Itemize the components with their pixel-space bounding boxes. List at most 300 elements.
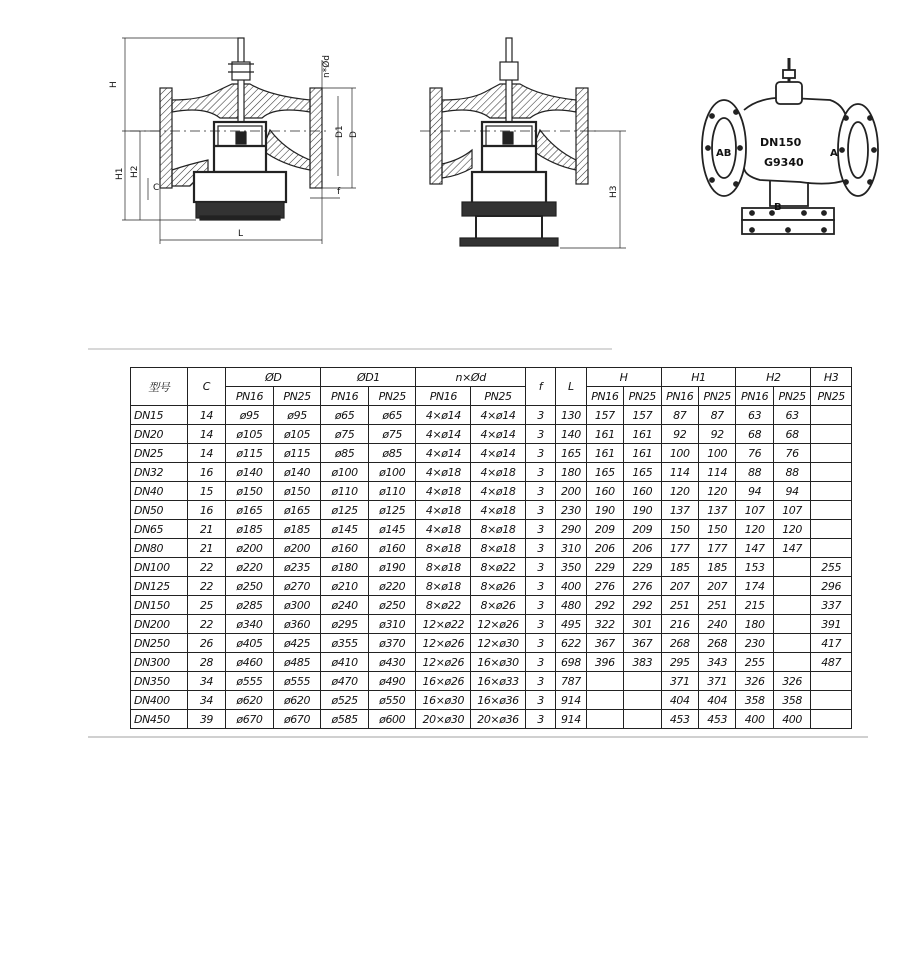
dimension-table bbox=[130, 367, 852, 729]
table-cell: 87 bbox=[661, 406, 698, 425]
table-cell: 3 bbox=[525, 425, 555, 444]
table-cell: 216 bbox=[661, 615, 698, 634]
table-cell: 63 bbox=[736, 406, 773, 425]
table-cell: ø145 bbox=[321, 520, 369, 539]
table-cell: 34 bbox=[187, 672, 225, 691]
label-port-b: B bbox=[774, 202, 782, 213]
table-cell: 251 bbox=[698, 596, 735, 615]
table-cell: ø150 bbox=[273, 482, 321, 501]
table-cell: 20×ø36 bbox=[471, 710, 526, 729]
model-cell: DN350 bbox=[131, 672, 188, 691]
divider-bottom bbox=[88, 736, 868, 738]
table-cell: 87 bbox=[698, 406, 735, 425]
table-cell: 3 bbox=[525, 710, 555, 729]
table-cell: ø65 bbox=[321, 406, 369, 425]
table-cell: 190 bbox=[586, 501, 623, 520]
model-cell: DN65 bbox=[131, 520, 188, 539]
table-cell: ø310 bbox=[368, 615, 416, 634]
table-cell: ø140 bbox=[273, 463, 321, 482]
pressure-header-row bbox=[131, 387, 852, 406]
table-cell: ø285 bbox=[226, 596, 274, 615]
table-cell: 3 bbox=[525, 539, 555, 558]
table-cell: ø200 bbox=[273, 539, 321, 558]
table-cell bbox=[811, 501, 852, 520]
table-cell: 301 bbox=[624, 615, 661, 634]
subheader-cell: PN16 bbox=[416, 387, 471, 406]
table-cell: 4×ø18 bbox=[471, 463, 526, 482]
table-cell: 3 bbox=[525, 691, 555, 710]
table-cell: 207 bbox=[661, 577, 698, 596]
table-cell: 391 bbox=[811, 615, 852, 634]
table-cell: 4×ø18 bbox=[416, 482, 471, 501]
table-cell: 3 bbox=[525, 672, 555, 691]
table-cell: 16×ø30 bbox=[416, 691, 471, 710]
table-cell: ø620 bbox=[273, 691, 321, 710]
table-cell: 3 bbox=[525, 596, 555, 615]
table-cell: ø295 bbox=[321, 615, 369, 634]
label-g9340: G9340 bbox=[764, 156, 804, 169]
table-cell: 14 bbox=[187, 406, 225, 425]
table-cell: 76 bbox=[736, 444, 773, 463]
subheader-cell: PN25 bbox=[773, 387, 810, 406]
table-row bbox=[131, 691, 852, 710]
table-cell: 404 bbox=[698, 691, 735, 710]
table-cell: ø145 bbox=[368, 520, 416, 539]
table-cell: 8×ø18 bbox=[471, 539, 526, 558]
table-cell: 20×ø30 bbox=[416, 710, 471, 729]
table-cell: 107 bbox=[736, 501, 773, 520]
table-cell: 107 bbox=[773, 501, 810, 520]
table-cell: 326 bbox=[773, 672, 810, 691]
table-cell: 337 bbox=[811, 596, 852, 615]
table-cell: ø75 bbox=[368, 425, 416, 444]
table-cell: 400 bbox=[773, 710, 810, 729]
table-cell: 400 bbox=[556, 577, 586, 596]
table-cell: 137 bbox=[698, 501, 735, 520]
table-cell: ø250 bbox=[226, 577, 274, 596]
table-cell: ø235 bbox=[273, 558, 321, 577]
table-cell bbox=[773, 653, 810, 672]
table-cell: 326 bbox=[736, 672, 773, 691]
table-cell: 255 bbox=[811, 558, 852, 577]
table-cell: 153 bbox=[736, 558, 773, 577]
table-cell: 292 bbox=[624, 596, 661, 615]
table-cell: 68 bbox=[736, 425, 773, 444]
table-cell: 4×ø14 bbox=[471, 406, 526, 425]
table-cell: ø100 bbox=[321, 463, 369, 482]
table-cell bbox=[773, 577, 810, 596]
table-cell: 15 bbox=[187, 482, 225, 501]
table-cell: 230 bbox=[556, 501, 586, 520]
table-cell: 4×ø18 bbox=[471, 501, 526, 520]
table-cell: ø555 bbox=[226, 672, 274, 691]
table-cell: 26 bbox=[187, 634, 225, 653]
header-od1: ØD1 bbox=[321, 368, 416, 387]
header-model: 型号 bbox=[131, 368, 188, 406]
section-view-h3 bbox=[420, 38, 626, 248]
table-cell: ø585 bbox=[321, 710, 369, 729]
dim-label-d: D bbox=[349, 131, 359, 138]
table-row bbox=[131, 672, 852, 691]
table-cell: ø165 bbox=[226, 501, 274, 520]
dim-label-c: C bbox=[153, 183, 160, 193]
table-cell: 39 bbox=[187, 710, 225, 729]
table-cell: ø525 bbox=[321, 691, 369, 710]
header-h2: H2 bbox=[736, 368, 811, 387]
table-cell bbox=[811, 691, 852, 710]
table-cell bbox=[586, 672, 623, 691]
table-cell: 100 bbox=[698, 444, 735, 463]
table-cell: 200 bbox=[556, 482, 586, 501]
table-cell: 3 bbox=[525, 406, 555, 425]
table-row bbox=[131, 653, 852, 672]
table-cell: 343 bbox=[698, 653, 735, 672]
table-cell: 88 bbox=[736, 463, 773, 482]
table-cell: 292 bbox=[586, 596, 623, 615]
subheader-cell: PN16 bbox=[586, 387, 623, 406]
subheader-cell: PN16 bbox=[661, 387, 698, 406]
table-cell: 157 bbox=[624, 406, 661, 425]
dim-label-h3: H3 bbox=[609, 185, 619, 198]
table-cell: 8×ø26 bbox=[471, 596, 526, 615]
table-cell: 4×ø14 bbox=[416, 425, 471, 444]
table-cell: 371 bbox=[698, 672, 735, 691]
subheader-cell: PN25 bbox=[624, 387, 661, 406]
table-cell: 8×ø18 bbox=[416, 577, 471, 596]
table-cell: ø620 bbox=[226, 691, 274, 710]
header-c: C bbox=[187, 368, 225, 406]
section-view-dimensioned bbox=[122, 38, 356, 244]
table-cell: 914 bbox=[556, 710, 586, 729]
table-cell: ø125 bbox=[321, 501, 369, 520]
table-row bbox=[131, 444, 852, 463]
table-cell: 120 bbox=[661, 482, 698, 501]
table-cell: ø125 bbox=[368, 501, 416, 520]
table-cell: 21 bbox=[187, 539, 225, 558]
table-cell: 161 bbox=[624, 444, 661, 463]
table-cell: 367 bbox=[586, 634, 623, 653]
table-cell: ø485 bbox=[273, 653, 321, 672]
table-cell: ø250 bbox=[368, 596, 416, 615]
table-row bbox=[131, 596, 852, 615]
table-row bbox=[131, 406, 852, 425]
valve-drawings bbox=[0, 0, 918, 300]
header-od: ØD bbox=[226, 368, 321, 387]
table-row bbox=[131, 425, 852, 444]
dim-label-h2: H2 bbox=[130, 165, 140, 178]
table-cell: ø75 bbox=[321, 425, 369, 444]
table-cell: 16×ø30 bbox=[471, 653, 526, 672]
model-cell: DN15 bbox=[131, 406, 188, 425]
dim-label-f: f bbox=[337, 187, 341, 197]
table-cell: 12×ø26 bbox=[416, 634, 471, 653]
header-h3: H3 bbox=[811, 368, 852, 387]
table-cell: ø185 bbox=[273, 520, 321, 539]
table-cell: 240 bbox=[698, 615, 735, 634]
table-cell: 21 bbox=[187, 520, 225, 539]
table-cell: 290 bbox=[556, 520, 586, 539]
model-cell: DN20 bbox=[131, 425, 188, 444]
table-cell bbox=[811, 406, 852, 425]
table-cell: ø165 bbox=[273, 501, 321, 520]
dim-label-nd: n*Ød bbox=[322, 54, 332, 78]
table-cell: 177 bbox=[698, 539, 735, 558]
table-cell: ø470 bbox=[321, 672, 369, 691]
table-cell: 3 bbox=[525, 520, 555, 539]
table-cell: ø220 bbox=[226, 558, 274, 577]
table-cell: ø210 bbox=[321, 577, 369, 596]
table-cell: 25 bbox=[187, 596, 225, 615]
table-cell: 157 bbox=[586, 406, 623, 425]
table-cell: 28 bbox=[187, 653, 225, 672]
dim-label-h: H bbox=[109, 81, 119, 88]
table-cell: 371 bbox=[661, 672, 698, 691]
table-cell: 120 bbox=[736, 520, 773, 539]
table-cell: 140 bbox=[556, 425, 586, 444]
table-cell: ø65 bbox=[368, 406, 416, 425]
table-cell: 3 bbox=[525, 634, 555, 653]
table-cell: ø300 bbox=[273, 596, 321, 615]
table-cell: 16 bbox=[187, 501, 225, 520]
table-cell: 185 bbox=[661, 558, 698, 577]
header-l: L bbox=[556, 368, 586, 406]
table-cell: 3 bbox=[525, 444, 555, 463]
table-cell bbox=[811, 463, 852, 482]
table-cell: 358 bbox=[773, 691, 810, 710]
table-cell: ø360 bbox=[273, 615, 321, 634]
table-cell: 4×ø18 bbox=[416, 463, 471, 482]
table-cell bbox=[624, 691, 661, 710]
table-cell: 487 bbox=[811, 653, 852, 672]
table-cell: ø370 bbox=[368, 634, 416, 653]
table-cell: 147 bbox=[736, 539, 773, 558]
table-cell: ø185 bbox=[226, 520, 274, 539]
table-cell: ø670 bbox=[226, 710, 274, 729]
table-cell: 3 bbox=[525, 653, 555, 672]
table-cell: ø85 bbox=[368, 444, 416, 463]
table-cell: 229 bbox=[624, 558, 661, 577]
table-cell: 120 bbox=[773, 520, 810, 539]
table-cell: 120 bbox=[698, 482, 735, 501]
table-body bbox=[131, 406, 852, 729]
table-cell: 94 bbox=[773, 482, 810, 501]
table-cell: 63 bbox=[773, 406, 810, 425]
table-cell: ø100 bbox=[368, 463, 416, 482]
header-f: f bbox=[525, 368, 555, 406]
table-cell: 190 bbox=[624, 501, 661, 520]
table-cell bbox=[811, 710, 852, 729]
table-cell bbox=[624, 672, 661, 691]
table-cell: 396 bbox=[586, 653, 623, 672]
table-cell: 12×ø22 bbox=[416, 615, 471, 634]
table-cell bbox=[811, 482, 852, 501]
table-cell: 251 bbox=[661, 596, 698, 615]
table-cell: 12×ø26 bbox=[471, 615, 526, 634]
table-cell: ø490 bbox=[368, 672, 416, 691]
table-cell: 161 bbox=[586, 444, 623, 463]
model-cell: DN250 bbox=[131, 634, 188, 653]
table-cell: 150 bbox=[698, 520, 735, 539]
table-cell bbox=[773, 558, 810, 577]
table-cell: ø355 bbox=[321, 634, 369, 653]
table-cell: 34 bbox=[187, 691, 225, 710]
table-cell: 130 bbox=[556, 406, 586, 425]
table-cell: 3 bbox=[525, 482, 555, 501]
table-cell: 8×ø22 bbox=[416, 596, 471, 615]
table-cell: 12×ø30 bbox=[471, 634, 526, 653]
table-cell: 495 bbox=[556, 615, 586, 634]
table-cell: 8×ø18 bbox=[416, 539, 471, 558]
table-cell: 4×ø14 bbox=[471, 425, 526, 444]
table-cell: 8×ø22 bbox=[471, 558, 526, 577]
table-cell: ø160 bbox=[368, 539, 416, 558]
table-cell: 185 bbox=[698, 558, 735, 577]
table-row bbox=[131, 501, 852, 520]
table-cell: ø105 bbox=[273, 425, 321, 444]
table-cell: 16×ø36 bbox=[471, 691, 526, 710]
table-cell: 160 bbox=[586, 482, 623, 501]
table-cell: 3 bbox=[525, 615, 555, 634]
table-cell: ø460 bbox=[226, 653, 274, 672]
subheader-cell: PN25 bbox=[471, 387, 526, 406]
table-cell: 310 bbox=[556, 539, 586, 558]
table-cell: 14 bbox=[187, 444, 225, 463]
table-cell: ø110 bbox=[321, 482, 369, 501]
table-cell: ø110 bbox=[368, 482, 416, 501]
table-cell bbox=[586, 710, 623, 729]
table-cell: ø115 bbox=[226, 444, 274, 463]
table-row bbox=[131, 482, 852, 501]
table-cell: 4×ø18 bbox=[416, 501, 471, 520]
table-cell: 165 bbox=[556, 444, 586, 463]
table-cell: ø150 bbox=[226, 482, 274, 501]
table-cell: 22 bbox=[187, 558, 225, 577]
table-cell: 4×ø14 bbox=[416, 444, 471, 463]
table-cell: 206 bbox=[586, 539, 623, 558]
table-cell: 76 bbox=[773, 444, 810, 463]
table-cell: 160 bbox=[624, 482, 661, 501]
table-cell: 4×ø18 bbox=[471, 482, 526, 501]
dim-label-d1: D1 bbox=[335, 125, 345, 138]
model-cell: DN125 bbox=[131, 577, 188, 596]
table-cell: 215 bbox=[736, 596, 773, 615]
table-cell: 787 bbox=[556, 672, 586, 691]
table-cell bbox=[811, 425, 852, 444]
table-cell bbox=[811, 444, 852, 463]
table-cell: 8×ø18 bbox=[416, 558, 471, 577]
model-cell: DN100 bbox=[131, 558, 188, 577]
table-cell: 295 bbox=[661, 653, 698, 672]
table-cell: 698 bbox=[556, 653, 586, 672]
table-cell: 383 bbox=[624, 653, 661, 672]
table-cell: 453 bbox=[661, 710, 698, 729]
table-cell: 207 bbox=[698, 577, 735, 596]
subheader-cell: PN16 bbox=[736, 387, 773, 406]
table-row bbox=[131, 615, 852, 634]
table-cell: 209 bbox=[624, 520, 661, 539]
table-cell: 268 bbox=[698, 634, 735, 653]
table-cell: ø140 bbox=[226, 463, 274, 482]
table-cell: 100 bbox=[661, 444, 698, 463]
table-cell: 358 bbox=[736, 691, 773, 710]
label-port-a: A bbox=[830, 148, 838, 159]
table-cell: 88 bbox=[773, 463, 810, 482]
model-cell: DN40 bbox=[131, 482, 188, 501]
table-cell bbox=[811, 539, 852, 558]
table-cell: 622 bbox=[556, 634, 586, 653]
table-cell: 180 bbox=[556, 463, 586, 482]
table-cell: 177 bbox=[661, 539, 698, 558]
table-cell: 230 bbox=[736, 634, 773, 653]
table-row bbox=[131, 520, 852, 539]
table-cell: 22 bbox=[187, 615, 225, 634]
table-cell: ø550 bbox=[368, 691, 416, 710]
table-cell: 180 bbox=[736, 615, 773, 634]
table-cell: ø430 bbox=[368, 653, 416, 672]
table-cell: ø180 bbox=[321, 558, 369, 577]
table-cell: ø270 bbox=[273, 577, 321, 596]
table-cell: 92 bbox=[661, 425, 698, 444]
table-cell: 255 bbox=[736, 653, 773, 672]
table-cell: 4×ø18 bbox=[416, 520, 471, 539]
table-cell bbox=[773, 596, 810, 615]
table-cell: ø410 bbox=[321, 653, 369, 672]
table-cell: 16 bbox=[187, 463, 225, 482]
table-cell: 276 bbox=[586, 577, 623, 596]
table-cell: ø85 bbox=[321, 444, 369, 463]
table-cell: ø670 bbox=[273, 710, 321, 729]
table-cell: 16×ø33 bbox=[471, 672, 526, 691]
model-cell: DN25 bbox=[131, 444, 188, 463]
table-cell: 8×ø26 bbox=[471, 577, 526, 596]
table-row bbox=[131, 558, 852, 577]
model-cell: DN400 bbox=[131, 691, 188, 710]
table-cell: ø340 bbox=[226, 615, 274, 634]
table-cell: 147 bbox=[773, 539, 810, 558]
table-cell: 206 bbox=[624, 539, 661, 558]
table-cell: 453 bbox=[698, 710, 735, 729]
table-cell: 12×ø26 bbox=[416, 653, 471, 672]
label-port-ab: AB bbox=[716, 148, 732, 159]
table-row bbox=[131, 463, 852, 482]
table-cell: ø95 bbox=[273, 406, 321, 425]
table-cell: ø160 bbox=[321, 539, 369, 558]
header-h: H bbox=[586, 368, 661, 387]
model-cell: DN300 bbox=[131, 653, 188, 672]
table-cell: 137 bbox=[661, 501, 698, 520]
table-cell: 165 bbox=[624, 463, 661, 482]
model-cell: DN32 bbox=[131, 463, 188, 482]
table-cell: ø600 bbox=[368, 710, 416, 729]
table-cell bbox=[773, 634, 810, 653]
subheader-cell: PN25 bbox=[698, 387, 735, 406]
table-cell: 165 bbox=[586, 463, 623, 482]
subheader-cell: PN25 bbox=[273, 387, 321, 406]
table-cell: 914 bbox=[556, 691, 586, 710]
table-cell: ø190 bbox=[368, 558, 416, 577]
table-cell: 150 bbox=[661, 520, 698, 539]
table-row bbox=[131, 710, 852, 729]
table-cell: 229 bbox=[586, 558, 623, 577]
table-cell: 276 bbox=[624, 577, 661, 596]
table-cell: 367 bbox=[624, 634, 661, 653]
table-cell: 417 bbox=[811, 634, 852, 653]
table-cell: ø240 bbox=[321, 596, 369, 615]
table-cell: 322 bbox=[586, 615, 623, 634]
table-row bbox=[131, 539, 852, 558]
dim-label-l: L bbox=[238, 229, 244, 239]
model-cell: DN80 bbox=[131, 539, 188, 558]
